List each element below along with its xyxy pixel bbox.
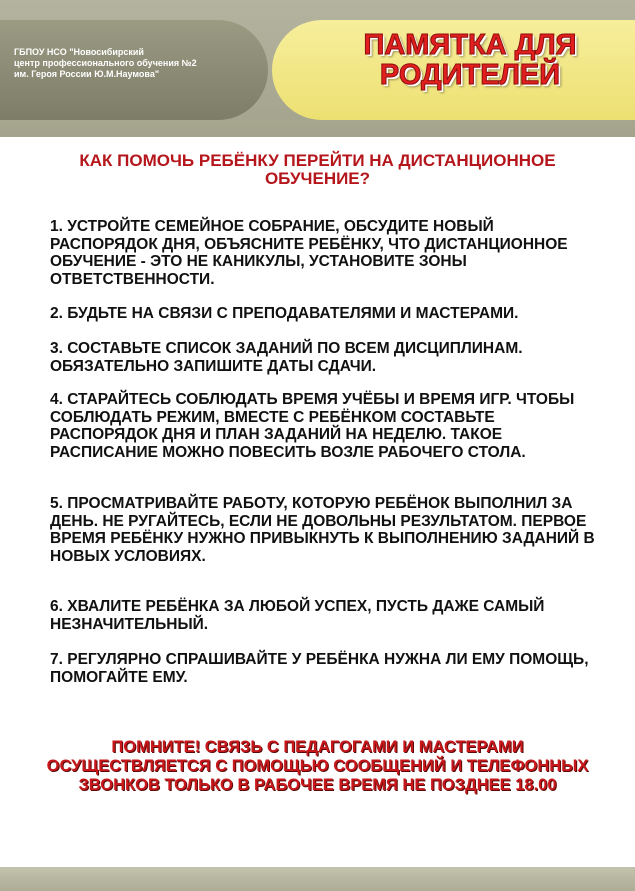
section-heading: КАК ПОМОЧЬ РЕБЁНКУ ПЕРЕЙТИ НА ДИСТАНЦИОННОЕ ОБУЧЕНИЕ? (79, 151, 556, 188)
reminder-note: ПОМНИТЕ! СВЯЗЬ С ПЕДАГОГАМИ И МАСТЕРАМИ ОСУЩЕСТВЛЯЕТСЯ С ПОМОЩЬЮ СООБЩЕНИЙ И ТЕЛЕФОННЫХ ЗВОНКОВ ТОЛЬКО В РАБОЧЕЕ ВРЕМЯ НЕ ПОЗДНЕЕ 18.00 (46, 738, 589, 794)
tip-item-7: 7. РЕГУЛЯРНО СПРАШИВАЙТЕ У РЕБЁНКА НУЖНА ЛИ ЕМУ ПОМОЩЬ, ПОМОГАЙТЕ ЕМУ. (50, 651, 589, 686)
footer-band (0, 867, 635, 891)
tip-item-4: 4. СТАРАЙТЕСЬ СОБЛЮДАТЬ ВРЕМЯ УЧЁБЫ И ВРЕМЯ ИГР. ЧТОБЫ СОБЛЮДАТЬ РЕЖИМ, ВМЕСТЕ С РЕБЁНКОМ СОСТАВЬТЕ РАСПОРЯДОК ДНЯ И ПЛАН ЗАДАНИЙ НА НЕДЕЛЮ. ТАКОЕ РАСПИСАНИЕ МОЖНО ПОВЕСИТЬ ВОЗЛЕ РАБОЧЕГО СТОЛА. (50, 391, 575, 461)
tip-item-5: 5. ПРОСМАТРИВАЙТЕ РАБОТУ, КОТОРУЮ РЕБЁНОК ВЫПОЛНИЛ ЗА ДЕНЬ. НЕ РУГАЙТЕСЬ, ЕСЛИ НЕ ДОВОЛЬНЫ РЕЗУЛЬТАТОМ. ПЕРВОЕ ВРЕМЯ РЕБЁНКУ НУЖНО ПРИВЫКНУТЬ К ВЫПОЛНЕНИЮ ЗАДАНИЙ В НОВЫХ УСЛОВИЯХ. (50, 495, 595, 565)
tip-item-3: 3. СОСТАВЬТЕ СПИСОК ЗАДАНИЙ ПО ВСЕМ ДИСЦИПЛИНАМ. ОБЯЗАТЕЛЬНО ЗАПИШИТЕ ДАТЫ СДАЧИ. (50, 340, 523, 375)
tip-item-1: 1. УСТРОЙТЕ СЕМЕЙНОЕ СОБРАНИЕ, ОБСУДИТЕ НОВЫЙ РАСПОРЯДОК ДНЯ, ОБЪЯСНИТЕ РЕБЁНКУ, ЧТО ДИСТАНЦИОННОЕ ОБУЧЕНИЕ - ЭТО НЕ КАНИКУЛЫ, УСТАНОВИТЕ ЗОНЫ ОТВЕТСТВЕННОСТИ. (50, 218, 568, 288)
tip-item-6: 6. ХВАЛИТЕ РЕБЁНКА ЗА ЛЮБОЙ УСПЕХ, ПУСТЬ ДАЖЕ САМЫЙ НЕЗНАЧИТЕЛЬНЫЙ. (50, 598, 545, 633)
organization-name: ГБПОУ НСО "Новосибирский центр профессионального обучения №2 им. Героя России Ю.М.Наумова" (14, 47, 197, 79)
page-title: ПАМЯТКА ДЛЯ РОДИТЕЛЕЙ (363, 29, 577, 91)
tip-item-2: 2. БУДЬТЕ НА СВЯЗИ С ПРЕПОДАВАТЕЛЯМИ И МАСТЕРАМИ. (50, 305, 519, 322)
